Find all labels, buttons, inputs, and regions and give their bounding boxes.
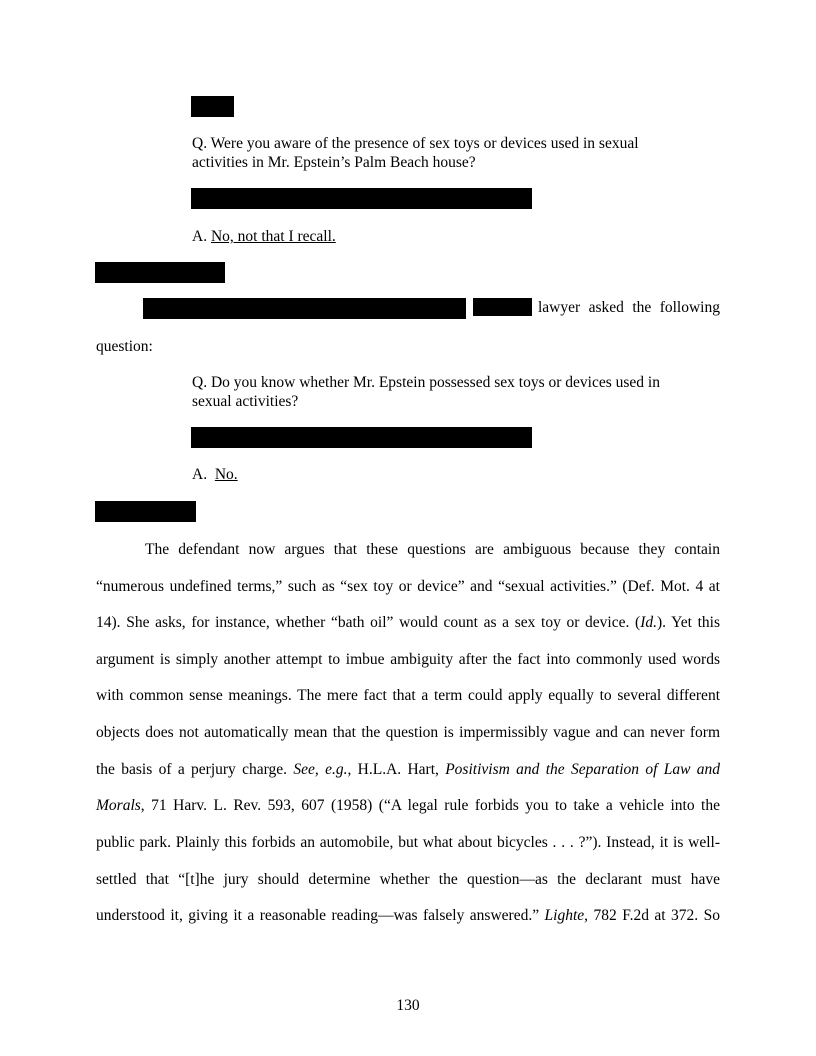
body-line-10: settled that “[t]he jury should determine whether the question—as the declarant must have (96, 871, 720, 888)
intro-trailing-text: lawyer asked the following (538, 299, 720, 316)
body-line-4: argument is simply another attempt to imbue ambiguity after the fact into commonly used words (96, 651, 720, 668)
transcript-question-2: Q. Do you know whether Mr. Epstein possessed sex toys or devices used in sexual activities? (192, 374, 660, 410)
redaction-bar (473, 298, 532, 316)
body-line-9: public park. Plainly this forbids an automobile, but what about bicycles . . . ?”). Instead, it is well- (96, 834, 720, 851)
body-line-7: the basis of a perjury charge. See, e.g., H.L.A. Hart, Positivism and the Separation of Law and (96, 761, 720, 778)
body-line-1: The defendant now argues that these questions are ambiguous because they contain (145, 541, 720, 558)
redaction-bar (95, 262, 225, 283)
body-line-3: 14). She asks, for instance, whether “bath oil” would count as a sex toy or device. (Id.). Yet this (96, 614, 721, 631)
redaction-bar (191, 188, 532, 209)
transcript-question-1: Q. Were you aware of the presence of sex toys or devices used in sexual activities in Mr. Epstein’s Palm Beach house? (192, 135, 639, 171)
redaction-bar (95, 501, 196, 522)
body-line-6: objects does not automatically mean that the question is impermissibly vague and can never form (96, 724, 720, 741)
answer-prefix: A. (192, 228, 211, 245)
body-line-5: with common sense meanings. The mere fact that a term could apply equally to several different (96, 687, 720, 704)
redaction-bar (191, 96, 234, 117)
transcript-answer-1 (192, 228, 662, 247)
answer-prefix: A. (192, 466, 215, 483)
transcript-answer-2 (192, 466, 662, 485)
answer-text: No. (214, 466, 238, 483)
redaction-bar (191, 427, 532, 448)
body-line-11: understood it, giving it a reasonable reading—was falsely answered.” Lighte, 782 F.2d at 372. So (96, 907, 720, 924)
body-line-2: “numerous undefined terms,” such as “sex toy or device” and “sexual activities.” (Def. Mot. 4 at (96, 578, 720, 595)
body-line-8: Morals, 71 Harv. L. Rev. 593, 607 (1958) (“A legal rule forbids you to take a vehicle into the (96, 797, 720, 814)
answer-text: No, not that I recall. (210, 228, 336, 245)
page-number: 130 (396, 997, 420, 1014)
redaction-bar (143, 298, 466, 319)
intro-continuation: question: (96, 338, 153, 355)
